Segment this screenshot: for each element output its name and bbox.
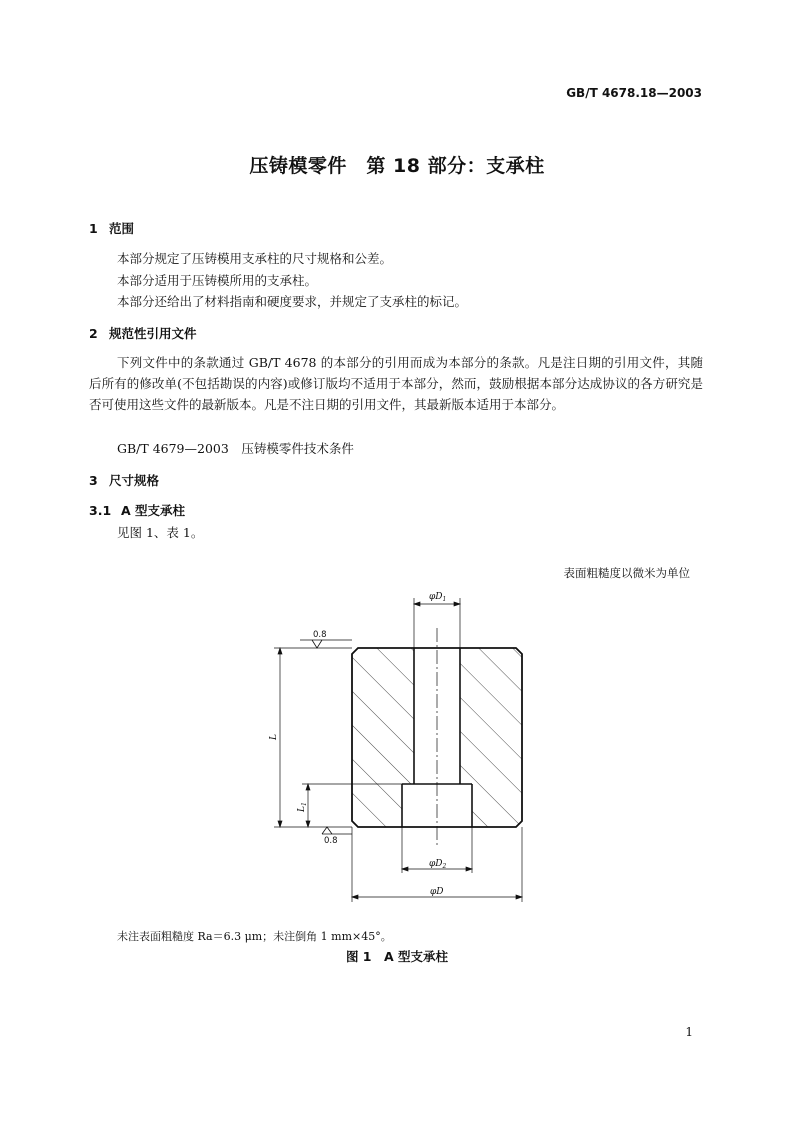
section-title: 尺寸规格	[109, 473, 160, 488]
scope-line-2: 本部分适用于压铸模所用的支承柱。	[117, 273, 318, 288]
roughness-symbol-bottom	[322, 827, 352, 834]
standard-code: GB/T 4678.18—2003	[566, 86, 702, 100]
dimension-l1-label: $L_1$	[297, 802, 308, 812]
scope-line-3: 本部分还给出了材料指南和硬度要求，并规定了支承柱的标记。	[117, 294, 468, 309]
section-title: 规范性引用文件	[109, 326, 197, 341]
normative-references-paragraph: 下列文件中的条款通过 GB/T 4678 的本部分的引用而成为本部分的条款。凡是注日期的引用文件，其随后所有的修改单(不包括勘误的内容)或修订版均不适用于本部分，然而，鼓励根据本部分达成协议的各方研究是否可使用这些文件的最新版本。凡是不注日期的引用文件，其最新版本适用于本部分。	[89, 355, 703, 412]
roughness-value-bottom: 0.8	[324, 836, 338, 846]
page-number: 1	[685, 1025, 693, 1039]
figure-caption: 图 1 A 型支承柱	[345, 949, 449, 964]
roughness-symbol-top	[300, 640, 352, 648]
reference-item: GB/T 4679—2003 压铸模零件技术条件	[117, 441, 354, 456]
dimension-l-label: L	[269, 734, 279, 740]
roughness-unit-note: 表面粗糙度以微米为单位	[563, 566, 690, 580]
dimension-d-label: φD	[430, 887, 444, 897]
scope-line-1: 本部分规定了压铸模用支承柱的尺寸规格和公差。	[117, 251, 393, 266]
figure-note: 未注表面粗糙度 Ra＝6.3 μm；未注倒角 1 mm×45°。	[117, 930, 392, 943]
section-number: 3.1	[89, 503, 112, 518]
section-number: 2	[89, 326, 98, 341]
section-title: A 型支承柱	[121, 503, 186, 518]
dimension-l	[274, 648, 352, 827]
section-number: 1	[89, 221, 98, 236]
section-hatching	[352, 645, 524, 830]
roughness-value-top: 0.8	[313, 630, 327, 640]
see-figure-text: 见图 1、表 1。	[117, 525, 204, 540]
section-number: 3	[89, 473, 98, 488]
page-title: 压铸模零件 第 18 部分：支承柱	[249, 155, 545, 177]
section-title: 范围	[109, 221, 135, 236]
dimension-d2-label: $\varphi D_2$	[429, 859, 447, 870]
dimension-d1-label: $\varphi D_1$	[429, 592, 447, 603]
